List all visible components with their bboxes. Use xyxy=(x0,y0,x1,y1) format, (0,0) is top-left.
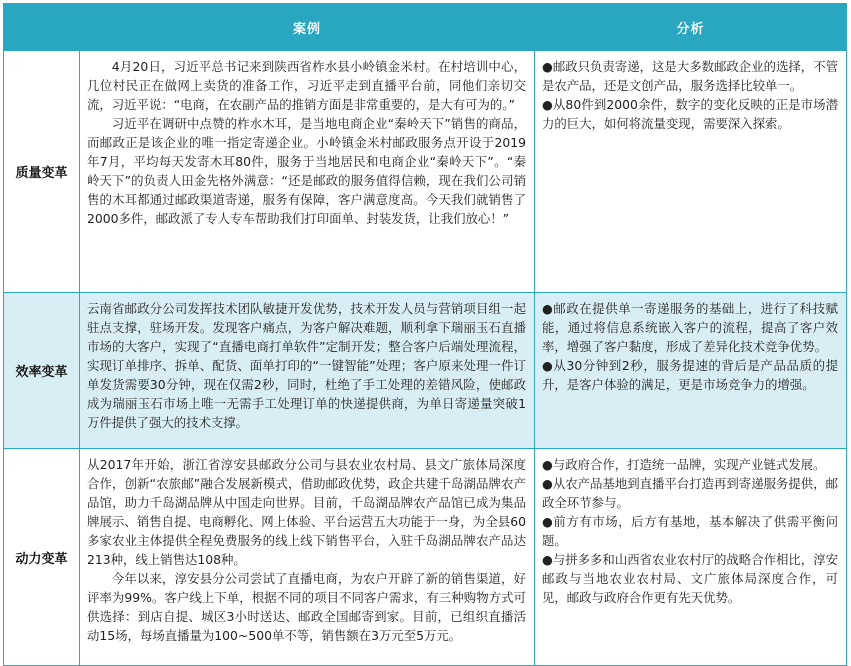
case-paragraph: 4月20日，习近平总书记来到陕西省柞水县小岭镇金米村。在村培训中心，几位村民正在做网上卖货的准备工作，习近平走到直播平台前，同他们亲切交流，习近平说：“电商，在农副产品的推销方面是非常重要的，是大有可为的。” xyxy=(87,59,526,112)
case-paragraph: 从2017年开始，浙江省淳安县邮政分公司与县农业农村局、县文广旅体局深度合作，创新“农旅邮”融合发展新模式，借助邮政优势，政企共建千岛湖品牌农产品馆，助力千岛湖品牌从中国走向世界。目前，千岛湖品牌农产品馆已成为集品牌展示、销售自提、电商孵化、网上体验、平台运营五大功能于一身，为全县60多家农业主体提供全程免费服务的线上线下销售平台，入驻千岛湖品牌农产品达213种，线上销售达108种。 xyxy=(87,457,526,567)
table-row-quality xyxy=(4,51,847,293)
analysis-cell-power xyxy=(535,449,847,666)
analysis-point: ●邮政在提供单一寄递服务的基础上，进行了科技赋能，通过将信息系统嵌入客户的流程，提高了客户效率，增强了客户黏度，形成了差异化技术竞争优势。 xyxy=(542,301,838,354)
analysis-point: ●与政府合作，打造统一品牌，实现产业链式发展。 xyxy=(542,457,826,472)
analysis-point: ●前方有市场，后方有基地，基本解决了供需平衡问题。 xyxy=(542,514,838,548)
header-analysis: 分析 xyxy=(535,4,847,51)
case-analysis-table xyxy=(3,3,847,666)
analysis-point: ●邮政只负责寄递，这是大多数邮政企业的选择，不管是农产品，还是文创产品，服务选择比较单一。 xyxy=(542,59,838,93)
table-row-power xyxy=(4,449,847,666)
analysis-point: ●从30分钟到2秒，服务提速的背后是产品品质的提升，是客户体验的满足，更是市场竞争力的增强。 xyxy=(542,358,838,392)
category-efficiency: 效率变革 xyxy=(4,293,80,449)
case-cell-efficiency xyxy=(80,293,535,449)
case-paragraph: 习近平在调研中点赞的柞水木耳，是当地电商企业“秦岭天下”销售的商品，而邮政正是该企业的唯一指定寄递企业。小岭镇金米村邮政服务点开设于2019年7月，平均每天发寄木耳80件，服务于当地居民和电商企业“秦岭天下”。“秦岭天下”的负责人田金先格外满意：“还是邮政的服务值得信赖，现在我们公司销售的木耳都通过邮政渠道寄递，服务有保障，客户满意度高。今天我们就销售了2000多件，邮政派了专人专车帮助我们打印面单、封装发货，让我们放心！” xyxy=(87,116,526,226)
header-blank-cell xyxy=(4,4,80,51)
analysis-cell-quality xyxy=(535,51,847,293)
case-cell-quality xyxy=(80,51,535,293)
case-cell-power xyxy=(80,449,535,666)
category-quality: 质量变革 xyxy=(4,51,80,293)
case-paragraph: 今年以来，淳安县分公司尝试了直播电商，为农户开辟了新的销售渠道，好评率为99%。客户线上下单，根据不同的项目不同客户需求，有三种购物方式可供选择：到店自提、城区3小时送达、邮政全国邮寄到家。目前，已组织直播活动15场，每场直播量为100~500单不等，销售额在3万元至5万元。 xyxy=(87,571,526,643)
analysis-cell-efficiency xyxy=(535,293,847,449)
table-row-efficiency xyxy=(4,293,847,449)
header-row xyxy=(4,4,847,51)
category-power: 动力变革 xyxy=(4,449,80,666)
case-paragraph: 云南省邮政分公司发挥技术团队敏捷开发优势，技术开发人员与营销项目组一起驻点支撑，驻场开发。发现客户痛点，为客户解决难题，顺利拿下瑞丽玉石直播市场的大客户，实现了“直播电商打单软件”定制开发；整合客户后端处理流程，实现订单排序、拆单、配货、面单打印的“一键智能”处理；客户原来处理一件订单发货需要30分钟，现在仅需2秒，同时，杜绝了手工处理的差错风险，使邮政成为瑞丽玉石市场上唯一无需手工处理订单的快递提供商，为单日寄递量突破1万件提供了强大的技术支撑。 xyxy=(87,301,526,430)
header-case: 案例 xyxy=(80,4,535,51)
analysis-point: ●从80件到2000余件，数字的变化反映的正是市场潜力的巨大，如何将流量变现，需要深入探索。 xyxy=(542,97,838,131)
analysis-point: ●与拼多多和山西省农业农村厅的战略合作相比，淳安邮政与当地农业农村局、文广旅体局深度合作，可见，邮政与政府合作更有先天优势。 xyxy=(542,552,838,605)
analysis-point: ●从农产品基地到直播平台打造再到寄递服务提供，邮政全环节参与。 xyxy=(542,476,838,510)
